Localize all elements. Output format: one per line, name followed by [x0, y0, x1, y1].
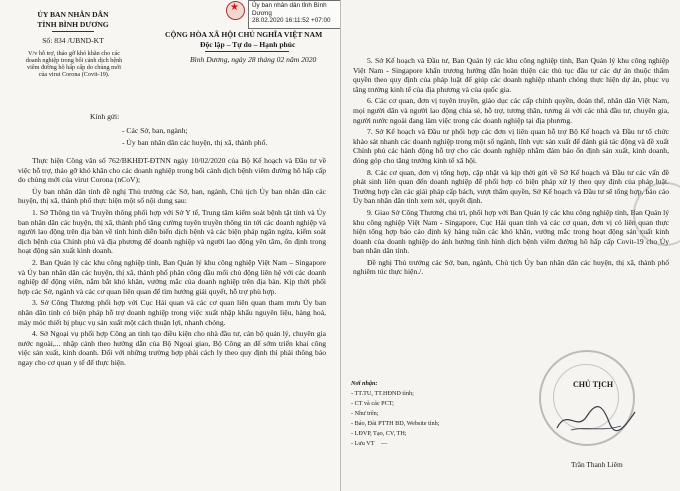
- recipient-2: - Ủy ban nhân dân các huyện, thị xã, thành phố.: [122, 138, 268, 147]
- signer-title: CHỦ TỊCH: [573, 380, 614, 389]
- body-paragraph: 4. Sở Ngoại vụ phối hợp Công an tỉnh tạo điều kiện cho nhà đầu tư, cán bộ quản lý, chuyên gia nước ngoài,... nhập cảnh theo hướng dẫn của Bộ Ngoại giao, Bộ Công an để sớm triển khai công việc sản xuất, kinh doanh. Đối với những trường hợp phải cách ly theo quy định thì phải thông báo ngay cho cơ quan y tế để thực hiện.: [18, 329, 326, 367]
- distribution-item: - TT.TU, TT.HĐND tỉnh;: [351, 390, 414, 397]
- subject-line-4: của virut Corona (Covit-19).: [38, 71, 110, 78]
- nation-title: CỘNG HÒA XÃ HỘI CHỦ NGHĨA VIỆT NAM: [165, 30, 323, 39]
- document-number: Số: 834 /UBND-KT: [42, 36, 104, 45]
- body-paragraph: 8. Các cơ quan, đơn vị tổng hợp, cập nhật và kịp thời gửi về Sở Kế hoạch và Đầu tư các vấn đề phát sinh liên quan đến doanh nghiệp để phối hợp có biện pháp xử lý theo quy định của pháp luật. Trường hợp cần các giải pháp cấp bách, vượt thẩm quyền, Sở Kế hoạch và Đầu tư sẽ tổng hợp, báo cáo Ủy ban nhân dân tỉnh xem xét, quyết định.: [353, 167, 669, 206]
- body-paragraph: Ủy ban nhân dân tỉnh đề nghị Thủ trưởng các Sở, ban, ngành, Chủ tịch Ủy ban nhân dân các huyện, thị xã, thành phố thực hiện một số nội dung sau:: [18, 186, 326, 206]
- document-page-right: [340, 0, 680, 491]
- signer-line-2: Dương: [252, 9, 272, 17]
- distribution-item: - Báo, Đài PTTH BD, Website tỉnh;: [351, 420, 440, 427]
- distribution-heading: Nơi nhận:: [351, 380, 378, 387]
- signer-line-1: Ủy ban nhân dân tỉnh Bình: [252, 2, 327, 9]
- distribution-item: - Lưu VT: [351, 440, 375, 447]
- handwritten-signature-icon: [551, 400, 641, 440]
- distribution-marker: —: [381, 440, 388, 447]
- body-paragraph: 1. Sở Thông tin và Truyền thông phối hợp với Sở Y tế, Trung tâm kiểm soát bệnh tật tỉnh và Ủy ban nhân dân các huyện, thị xã, thành phố tăng cường tuyên truyền thông tin tới các doanh nghiệp và người lao động trên địa bàn về tình hình diễn biến dịch bệnh và các biện pháp ngăn ngừa, kiểm soát dịch bệnh của Chính phủ và địa phương để doanh nghiệp và người lao động yên tâm, ổn định trong hoạt động sản xuất kinh doanh.: [18, 207, 326, 256]
- subject-line-1: V/v hỗ trợ, tháo gỡ khó khăn cho các: [28, 50, 120, 57]
- signing-timestamp: 28.02.2020 16:11:52 +07:00: [252, 17, 331, 25]
- subject-line-3: viêm đường hô hấp cấp do chủng mới: [27, 64, 121, 71]
- national-emblem-icon: [226, 1, 245, 20]
- distribution-item: - LĐVP, Tạo, CV, TH;: [351, 430, 407, 437]
- body-paragraph: 2. Ban Quản lý các khu công nghiệp tỉnh, Ban Quản lý khu công nghiệp Việt Nam – Singapore và Ủy ban nhân dân các huyện, thị xã, thành phố phân công đầu mối chủ động liên hệ với các doanh nghiệp để động viên, nắm bắt khó khăn, vướng mắc của doanh nghiệp trên địa bàn. Kịp thời phối hợp các Sở, ngành và các cơ quan liên quan để tìm hướng giải quyết, hỗ trợ phù hợp.: [18, 257, 326, 296]
- body-paragraph: 3. Sở Công Thương phối hợp với Cục Hải quan và các cơ quan liên quan tham mưu Ủy ban nhân dân tỉnh có biện pháp hỗ trợ doanh nghiệp trong việc xuất nhập khẩu nguyên liệu, hàng hoá, máy móc thiết bị phục vụ sản xuất một cách thuận lợi, nhanh chóng.: [18, 298, 326, 327]
- body-paragraph: 7. Sở Kế hoạch và Đầu tư phối hợp các đơn vị liên quan hỗ trợ Bộ Kế hoạch và Đầu tư tổ chức khảo sát nhanh các doanh nghiệp trong một số ngành, lĩnh vực sản xuất để đánh giá tác động và đề xuất Chính phủ các hành động hỗ trợ cho các doanh nghiệp nhằm đảm bảo ổn định sản xuất, kinh doanh, đóng góp cho tăng trưởng kinh tế xã hội.: [353, 127, 669, 165]
- body-paragraph: Thực hiện Công văn số 762/BKHĐT-ĐTNN ngày 10/02/2020 của Bộ Kế hoạch và Đầu tư về việc hỗ trợ, tháo gỡ khó khăn cho các doanh nghiệp trong bối cảnh dịch bệnh viêm đường hô hấp cấp do chủng mới của virut Corona (nCoV);: [18, 156, 326, 185]
- place-date: Bình Dương, ngày 28 tháng 02 năm 2020: [190, 55, 317, 64]
- org-line-1: ỦY BAN NHÂN DÂN: [37, 10, 109, 19]
- recipient-1: - Các Sở, ban, ngành;: [122, 126, 188, 135]
- body-paragraph: 9. Giao Sở Công Thương chủ trì, phối hợp với Ban Quản lý các khu công nghiệp tỉnh, Ban Quản lý khu công nghiệp Việt Nam - Singapore, Cục Hải quan tỉnh và các cơ quan, đơn vị có liên quan thực hiện tổng hợp báo cáo định kỳ hàng tuần các khó khăn, vướng mắc trong hoạt động sản xuất kinh doanh của doanh nghiệp do ảnh hưởng tình hình dịch bệnh viêm đường hô hấp cấp Covit-19 cho Ủy ban nhân dân tỉnh.: [353, 207, 669, 256]
- recipients-heading: Kính gửi:: [90, 112, 120, 121]
- body-paragraph: Đề nghị Thủ trưởng các Sở, ban, ngành, Chủ tịch Ủy ban nhân dân các huyện, thị xã, thành phố nghiêm túc thực hiện./.: [353, 257, 669, 277]
- distribution-item: - CT và các PCT;: [351, 400, 394, 407]
- left-body: [18, 156, 326, 369]
- org-underline: [52, 31, 94, 32]
- distribution-item: - Như trên;: [351, 410, 379, 417]
- motto-underline: [205, 51, 289, 52]
- body-paragraph: 5. Sở Kế hoạch và Đầu tư, Ban Quản lý các khu công nghiệp tỉnh, Ban Quản lý khu công nghiệp Việt Nam - Singapore khẩn trương hướng dẫn hoàn thiện các thủ tục đầu tư các dự án thuộc thẩm quyền theo quy định của pháp luật để giúp các doanh nghiệp nhanh chóng thực hiện dự án, phục vụ tăng trưởng kinh tế của địa phương và của quốc gia.: [353, 56, 669, 94]
- nation-motto: Độc lập – Tự do – Hạnh phúc: [200, 40, 296, 49]
- subject-line-2: doanh nghiệp trong bối cảnh dịch bệnh: [25, 57, 123, 64]
- signer-name: Trần Thanh Liêm: [571, 460, 623, 469]
- org-line-2: TỈNH BÌNH DƯƠNG: [37, 20, 109, 29]
- right-body: [353, 56, 669, 279]
- body-paragraph: 6. Các cơ quan, đơn vị tuyên truyền, giáo dục các cấp chính quyền, đoàn thể, nhân dân Việt Nam, mọi người dân và người lao động chia sẻ, hỗ trợ, tương thân, tương ái với các nhà đầu tư, chuyên gia, người nước ngoài đang làm việc trong các doanh nghiệp tại địa phương.: [353, 96, 669, 125]
